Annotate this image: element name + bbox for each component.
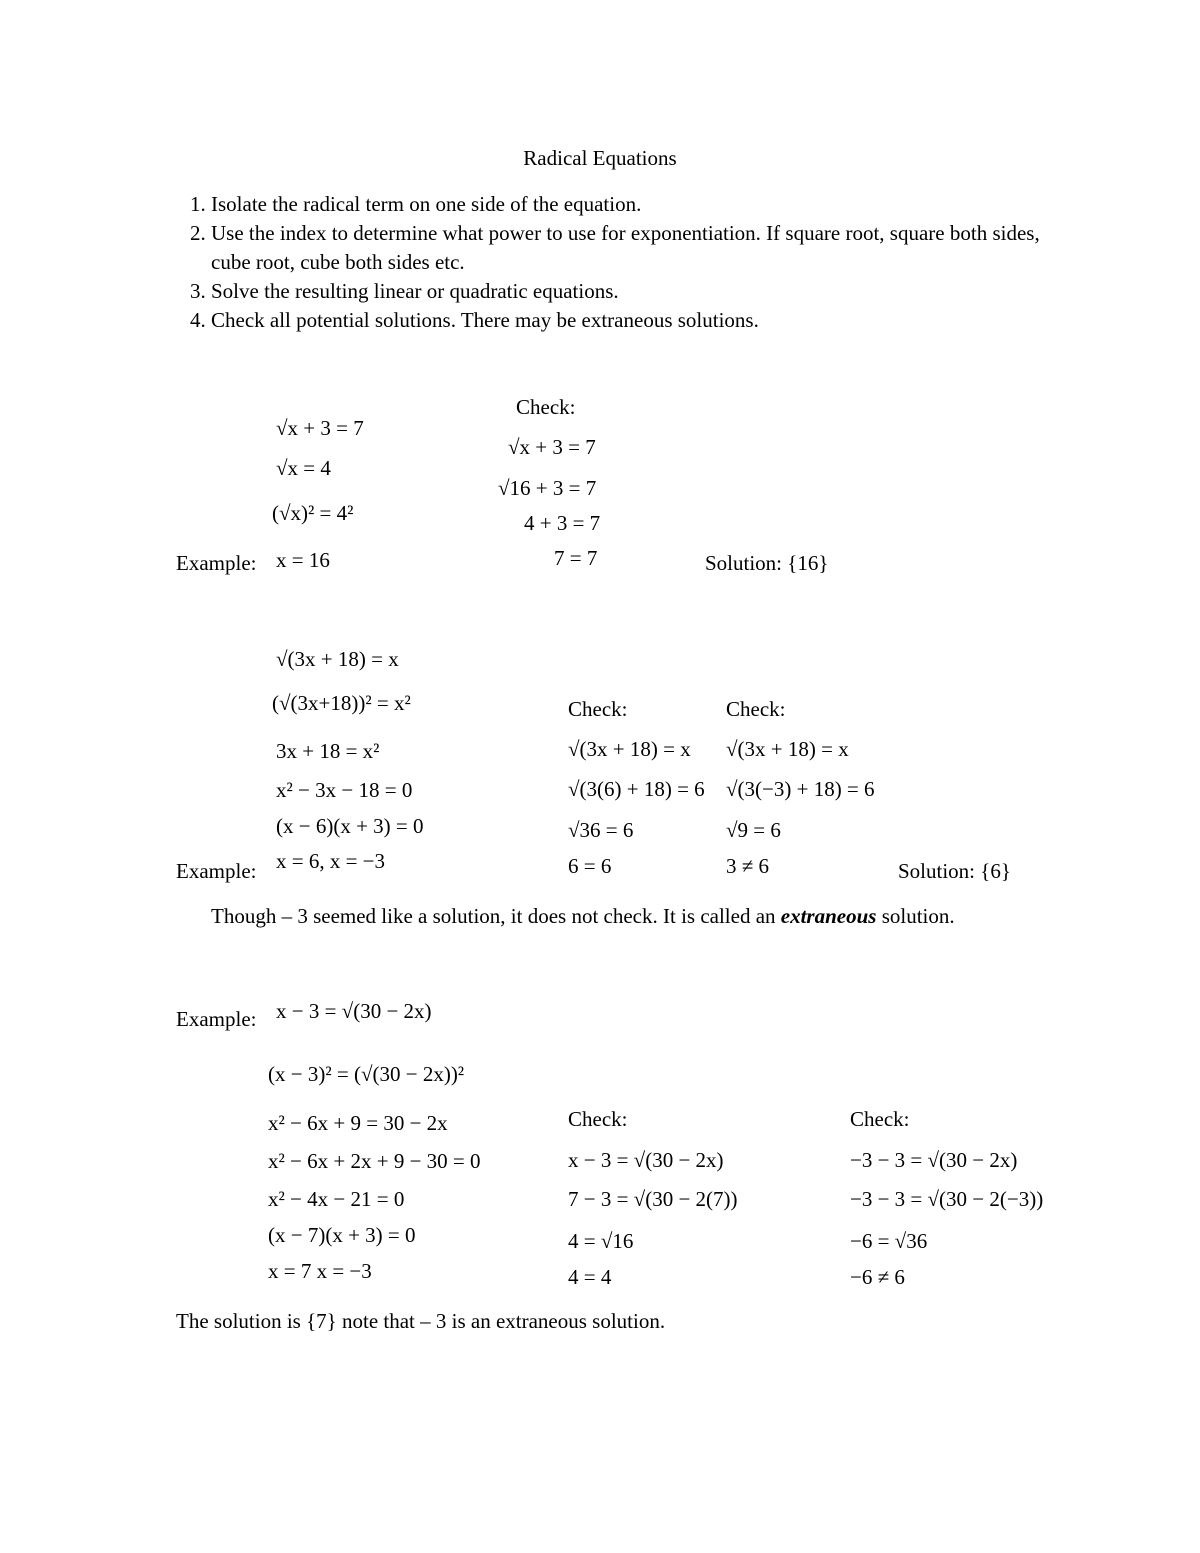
ex3-check-a-line: 4 = 4 [568,1265,612,1289]
step-item: 3. Solve the resulting linear or quadratic equations. [211,277,1081,306]
ex3-line: (x − 3)² = (√(30 − 2x))² [268,1062,465,1086]
ex1-line: (√x)² = 4² [272,501,354,525]
ex1-check-line: 4 + 3 = 7 [524,511,601,535]
note-emphasis: extraneous [780,904,877,928]
ex2-line: 3x + 18 = x² [276,739,380,763]
ex2-line: x = 6, x = −3 [276,849,386,873]
ex2-line: (√(3x+18))² = x² [272,691,411,715]
ex3-check-a-line: 7 − 3 = √(30 − 2(7)) [568,1187,738,1211]
ex2-check-a-line: √(3x + 18) = x [568,737,691,761]
example-label: Example: [176,1007,257,1031]
ex2-line: (x − 6)(x + 3) = 0 [276,814,424,838]
ex2-check-b-line: √9 = 6 [726,818,781,842]
ex3-check-a-line: x − 3 = √(30 − 2x) [568,1148,724,1172]
ex3-check-b-line: −6 = √36 [850,1229,928,1253]
ex2-check-b-line: √(3(−3) + 18) = 6 [726,777,875,801]
ex3-check-b-line: −6 ≠ 6 [850,1265,905,1289]
ex1-check-line: 7 = 7 [554,546,598,570]
check-label: Check: [568,697,628,721]
step-item: 1. Isolate the radical term on one side of the equation. [211,190,1081,219]
check-label: Check: [726,697,786,721]
check-label: Check: [568,1107,628,1131]
ex2-line: x² − 3x − 18 = 0 [276,778,413,802]
ex2-check-a-line: √36 = 6 [568,818,634,842]
step-item: 4. Check all potential solutions. There may be extraneous solutions. [211,306,1081,335]
page-title: Radical Equations [523,146,677,170]
solution-text: Solution: {16} [705,551,829,575]
note-text: solution. [876,904,955,928]
ex3-line: x² − 6x + 9 = 30 − 2x [268,1111,448,1135]
ex2-line: √(3x + 18) = x [276,647,399,671]
steps-list [176,190,1081,335]
ex1-line: x = 16 [276,548,330,572]
ex2-check-b-line: √(3x + 18) = x [726,737,849,761]
ex3-check-b-line: −3 − 3 = √(30 − 2(−3)) [850,1187,1044,1211]
ex2-check-a-line: √(3(6) + 18) = 6 [568,777,705,801]
ex3-line: x² − 4x − 21 = 0 [268,1187,405,1211]
example-label: Example: [176,551,257,575]
ex1-line: √x + 3 = 7 [276,416,364,440]
ex1-check-line: √x + 3 = 7 [508,435,596,459]
ex3-line: x² − 6x + 2x + 9 − 30 = 0 [268,1149,481,1173]
ex3-first-line: x − 3 = √(30 − 2x) [276,999,432,1023]
ex2-check-a-line: 6 = 6 [568,854,612,878]
ex1-line: √x = 4 [276,456,331,480]
ex3-check-b-line: −3 − 3 = √(30 − 2x) [850,1148,1018,1172]
extraneous-note [211,906,955,927]
ex1-check-line: √16 + 3 = 7 [498,476,597,500]
example-label: Example: [176,859,257,883]
ex3-line: x = 7 x = −3 [268,1259,372,1283]
step-item: 2. Use the index to determine what power to use for exponentiation. If square root, square both sides, cube root, cube both sides etc. [211,219,1081,277]
conclusion-text: The solution is {7} note that – 3 is an extraneous solution. [176,1309,666,1333]
solution-text: Solution: {6} [898,859,1011,883]
check-label: Check: [516,395,576,419]
ex3-line: (x − 7)(x + 3) = 0 [268,1223,416,1247]
ex2-check-b-line: 3 ≠ 6 [726,854,770,878]
ex3-check-a-line: 4 = √16 [568,1229,634,1253]
note-text: Though – 3 seemed like a solution, it does not check. It is called an [211,904,781,928]
check-label: Check: [850,1107,910,1131]
